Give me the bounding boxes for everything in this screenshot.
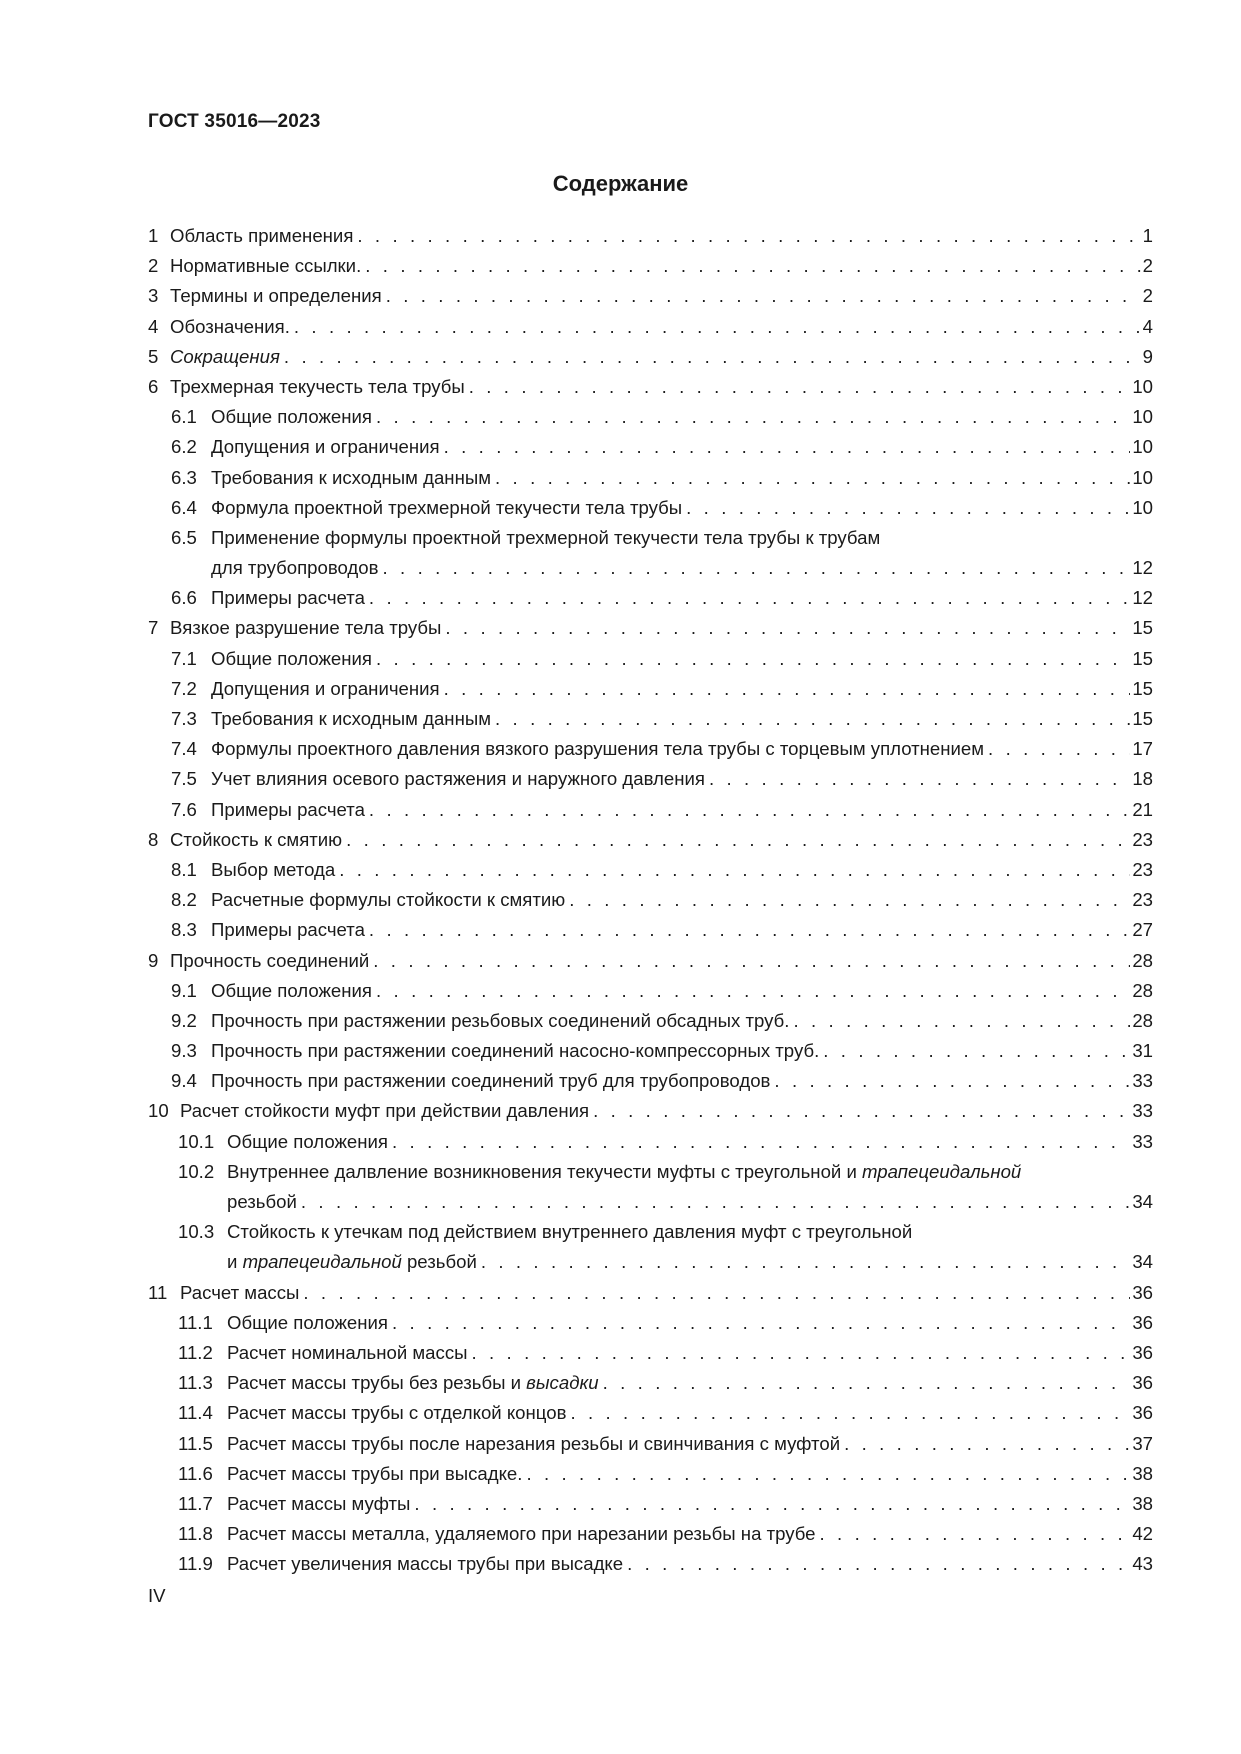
dot-leader	[369, 915, 1130, 945]
toc-entry[interactable]	[148, 432, 1153, 462]
toc-entry[interactable]	[148, 764, 1153, 794]
toc-entry-title	[211, 523, 880, 553]
toc-entry-title-continuation	[227, 1247, 477, 1277]
toc-entry-text-part: Расчетные формулы стойкости к смятию	[211, 889, 566, 911]
dot-leader	[709, 764, 1130, 794]
toc-entry-text-part: Применение формулы проектной трехмерной текучести тела трубы к трубам	[211, 526, 881, 548]
toc-entry-title	[170, 372, 465, 402]
dot-leader	[526, 1459, 1130, 1489]
toc-entry[interactable]	[148, 1459, 1153, 1489]
toc-entry-number: 2	[148, 255, 159, 277]
toc-entry-page: 1	[1142, 225, 1153, 246]
toc-entry-page: 28	[1132, 1009, 1153, 1031]
dot-leader	[365, 251, 1140, 281]
toc-entry-number: 11.3	[178, 1372, 213, 1394]
toc-entry[interactable]	[148, 1036, 1153, 1066]
toc-entry-page: 34	[1132, 1191, 1153, 1212]
toc-entry-number: 6.5	[171, 526, 197, 548]
toc-entry[interactable]	[148, 1157, 1153, 1187]
toc-entry-title	[211, 674, 440, 704]
toc-entry-text-part: резьбой	[227, 1191, 297, 1212]
toc-entry-page: 33	[1132, 1070, 1153, 1092]
toc-entry-page: 38	[1132, 1462, 1153, 1484]
toc-entry[interactable]	[148, 674, 1153, 704]
toc-entry-title	[227, 1127, 388, 1157]
toc-entry-title	[211, 764, 705, 794]
toc-entry-title	[211, 463, 491, 493]
toc-entry-page: 33	[1132, 1100, 1153, 1122]
toc-entry-number: 9.2	[171, 1009, 197, 1031]
toc-entry-number: 9.4	[171, 1070, 197, 1092]
toc-entry-number: 11.7	[178, 1492, 213, 1514]
dot-leader	[284, 342, 1141, 372]
toc-entry[interactable]	[148, 915, 1153, 945]
dot-leader	[414, 1489, 1130, 1519]
toc-entry-page: 10	[1132, 466, 1153, 488]
toc-entry-title	[211, 704, 491, 734]
toc-entry[interactable]	[148, 312, 1153, 342]
toc-entry[interactable]	[148, 402, 1153, 432]
toc-entry-text-part: Требования к исходным данным	[211, 708, 491, 729]
toc-entry-page: 28	[1132, 949, 1153, 971]
toc-entry-number: 8.1	[171, 858, 197, 880]
toc-entry[interactable]	[148, 251, 1153, 281]
toc-entry-number: 11	[148, 1281, 168, 1303]
toc-entry-text-part: и	[227, 1251, 243, 1273]
toc-entry-page: 17	[1132, 738, 1153, 760]
toc-entry-number: 10.1	[178, 1130, 215, 1152]
toc-entry-text-part: Формулы проектного давления вязкого разрушения тела трубы с торцевым уплотнением	[211, 738, 985, 760]
toc-entry-title	[180, 1278, 299, 1308]
toc-entry-title	[211, 644, 372, 674]
toc-entry-text-part: Прочность при растяжении соединений труб для трубопроводов	[211, 1070, 771, 1092]
toc-entry-number: 9.1	[171, 979, 197, 1001]
toc-entry-number: 9	[148, 949, 159, 971]
toc-entry-text-part: Расчет массы муфты	[227, 1492, 411, 1514]
dot-leader	[593, 1096, 1130, 1126]
toc-entry-number: 11.1	[178, 1311, 213, 1333]
toc-entry-title	[170, 221, 353, 251]
toc-entry-number: 8	[148, 828, 159, 850]
toc-entry-number: 6.6	[171, 587, 197, 609]
toc-entry-text-part: Допущения и ограничения	[211, 436, 440, 458]
toc-entry-title	[211, 885, 565, 915]
toc-entry-page: 12	[1132, 587, 1153, 609]
toc-entry-page: 36	[1132, 1402, 1153, 1424]
toc-entry-page: 23	[1132, 889, 1153, 911]
dot-leader	[471, 1338, 1130, 1368]
dot-leader	[445, 613, 1130, 643]
toc-entry-number: 7.4	[171, 738, 197, 760]
toc-entry-text-part: Прочность при растяжении соединений насосно-компрессорных труб.	[211, 1040, 820, 1062]
toc-entry-text-part: Формула проектной трехмерной текучести тела трубы	[211, 496, 683, 518]
toc-entry-text-part: Стойкость к утечкам под действием внутреннего давления муфт с треугольной	[227, 1221, 913, 1243]
toc-entry-title	[211, 402, 372, 432]
toc-entry[interactable]	[148, 1429, 1153, 1459]
toc-entry-title	[227, 1217, 912, 1247]
toc-entry[interactable]	[148, 372, 1153, 402]
toc-entry-page: 38	[1132, 1492, 1153, 1514]
toc-entry-page: 27	[1132, 919, 1153, 941]
toc-entry-page: 10	[1132, 375, 1153, 397]
toc-entry-title	[170, 251, 361, 281]
toc-entry-text-part: Общие положения	[211, 979, 372, 1001]
toc-entry[interactable]	[148, 1066, 1153, 1096]
toc-entry[interactable]	[148, 946, 1153, 976]
toc-entry-page: 9	[1142, 345, 1153, 367]
toc-entry-page: 34	[1132, 1251, 1153, 1273]
toc-entry-page: 15	[1132, 677, 1153, 699]
toc-entry-number: 6.4	[171, 496, 197, 518]
dot-leader	[569, 885, 1130, 915]
toc-entry-text-part: Прочность соединений	[170, 949, 370, 971]
toc-entry-title	[227, 1308, 388, 1338]
toc-entry-page: 31	[1132, 1040, 1153, 1062]
toc-entry-page: 28	[1132, 979, 1153, 1001]
toc-entry-text-part: Расчет массы металла, удаляемого при нарезании резьбы на трубе	[227, 1523, 816, 1545]
dot-leader	[376, 644, 1130, 674]
toc-entry-page: 15	[1132, 617, 1153, 639]
toc-entry-number: 8.2	[171, 889, 197, 911]
dot-leader	[357, 221, 1140, 251]
toc-entry-number: 7.3	[171, 708, 197, 729]
toc-entry[interactable]	[148, 644, 1153, 674]
dot-leader	[444, 432, 1131, 462]
toc-entry-title	[211, 583, 365, 613]
toc-entry-page: 43	[1132, 1553, 1153, 1575]
toc-entry-page: 10	[1132, 406, 1153, 428]
toc-entry-text-part: Трехмерная текучесть тела трубы	[170, 375, 465, 397]
toc-entry-number: 11.4	[178, 1402, 213, 1424]
dot-leader	[627, 1549, 1130, 1579]
toc-entry-number: 9.3	[171, 1040, 197, 1062]
toc-entry-title	[227, 1398, 566, 1428]
toc-entry-text-part: Стойкость к смятию	[170, 828, 343, 850]
toc-entry-title	[211, 855, 335, 885]
dot-leader	[392, 1308, 1130, 1338]
document-code-header: ГОСТ 35016—2023	[148, 111, 321, 132]
toc-entry[interactable]	[148, 1338, 1153, 1368]
toc-entry-text-part: высадки	[526, 1372, 599, 1394]
toc-entry-text-part: Нормативные ссылки.	[170, 255, 362, 277]
toc-entry[interactable]	[148, 1489, 1153, 1519]
dot-leader	[346, 825, 1130, 855]
dot-leader	[844, 1429, 1130, 1459]
toc-entry-number: 6.2	[171, 436, 197, 458]
toc-entry-title	[227, 1489, 410, 1519]
toc-entry-page: 23	[1132, 858, 1153, 880]
toc-entry-text-part: трапецеидальной	[242, 1251, 402, 1273]
toc-entry-text-part: Допущения и ограничения	[211, 677, 440, 699]
toc-entry-number: 6	[148, 375, 159, 397]
toc-entry-page: 15	[1132, 708, 1153, 729]
toc-entry[interactable]	[148, 1398, 1153, 1428]
dot-leader	[301, 1187, 1130, 1217]
toc-entry-number: 11.6	[178, 1462, 213, 1484]
toc-entry-page: 36	[1132, 1341, 1153, 1363]
toc-entry-number: 1	[148, 225, 159, 246]
toc-entry-page: 33	[1132, 1130, 1153, 1152]
toc-entry-title	[170, 946, 369, 976]
toc-entry-number: 4	[148, 315, 159, 337]
toc-entry-page: 37	[1132, 1432, 1153, 1454]
toc-entry-text-part: Общие положения	[211, 406, 372, 428]
dot-leader	[392, 1127, 1130, 1157]
toc-entry-title	[227, 1459, 522, 1489]
toc-entry-page: 2	[1142, 285, 1153, 307]
toc-entry-title	[227, 1429, 840, 1459]
toc-entry-text-part: Расчет стойкости муфт при действии давления	[180, 1100, 590, 1122]
toc-entry-text-part: Термины и определения	[170, 285, 382, 307]
toc-entry-number: 7.5	[171, 768, 197, 790]
toc-entry-title	[211, 915, 365, 945]
toc-entry[interactable]	[148, 1308, 1153, 1338]
toc-entry-text-part: Прочность при растяжении резьбовых соединений обсадных труб.	[211, 1009, 790, 1031]
toc-entry-number: 10.3	[178, 1221, 215, 1243]
toc-entry-page: 42	[1132, 1523, 1153, 1545]
toc-entry[interactable]	[148, 734, 1153, 764]
toc-entry[interactable]	[148, 1217, 1153, 1247]
toc-entry-title	[211, 493, 682, 523]
toc-entry[interactable]	[148, 825, 1153, 855]
dot-leader	[686, 493, 1130, 523]
toc-entry-title	[170, 825, 342, 855]
dot-leader	[988, 734, 1130, 764]
toc-entry-title	[211, 976, 372, 1006]
dot-leader	[820, 1519, 1131, 1549]
toc-entry[interactable]	[148, 1006, 1153, 1036]
toc-entry-page: 15	[1132, 647, 1153, 669]
toc-entry-text-part: Выбор метода	[211, 858, 336, 880]
toc-entry-title	[170, 342, 280, 372]
toc-entry-text-part: Область применения	[170, 225, 354, 246]
toc-entry-text-part: Примеры расчета	[211, 919, 365, 941]
toc-entry-continuation[interactable]	[148, 553, 1153, 583]
dot-leader	[823, 1036, 1130, 1066]
toc-entry-page: 4	[1142, 315, 1153, 337]
toc-entry-page: 2	[1142, 255, 1153, 277]
dot-leader	[369, 795, 1130, 825]
dot-leader	[774, 1066, 1130, 1096]
toc-entry-number: 6.1	[171, 406, 197, 428]
dot-leader	[495, 463, 1130, 493]
toc-entry-title	[211, 1066, 770, 1096]
toc-entry[interactable]	[148, 583, 1153, 613]
toc-entry-page: 36	[1132, 1372, 1153, 1394]
toc-entry-text-part: Общие положения	[227, 1130, 388, 1152]
dot-leader	[294, 312, 1141, 342]
toc-entry-page: 18	[1132, 768, 1153, 790]
toc-entry-page: 36	[1132, 1311, 1153, 1333]
dot-leader	[570, 1398, 1130, 1428]
toc-entry-number: 7.1	[171, 647, 197, 669]
toc-entry-text-part: для трубопроводов	[211, 557, 379, 579]
toc-entry-page: 23	[1132, 828, 1153, 850]
toc-entry[interactable]	[148, 221, 1153, 251]
toc-entry-number: 3	[148, 285, 159, 307]
toc-entry[interactable]	[148, 281, 1153, 311]
toc-entry-text-part: Расчет массы	[180, 1281, 300, 1303]
toc-entry-page: 21	[1132, 798, 1153, 820]
dot-leader	[369, 583, 1130, 613]
toc-entry[interactable]	[148, 795, 1153, 825]
dot-leader	[386, 281, 1141, 311]
toc-entry[interactable]	[148, 342, 1153, 372]
toc-entry-text-part: Примеры расчета	[211, 798, 365, 820]
toc-entry[interactable]	[148, 1096, 1153, 1126]
dot-leader	[376, 402, 1130, 432]
dot-leader	[481, 1247, 1130, 1277]
toc-entry-text-part: резьбой	[401, 1251, 477, 1273]
toc-entry[interactable]	[148, 523, 1153, 553]
toc-entry-title	[227, 1549, 623, 1579]
toc-entry-title	[211, 1036, 819, 1066]
toc-entry-title-continuation	[211, 553, 379, 583]
toc-entry-title	[211, 795, 365, 825]
toc-entry-page: 10	[1132, 496, 1153, 518]
toc-entry-continuation[interactable]	[148, 1247, 1153, 1277]
toc-entry-title	[227, 1157, 1021, 1187]
toc-entry-text-part: Вязкое разрушение тела трубы	[170, 617, 442, 639]
dot-leader	[603, 1368, 1131, 1398]
dot-leader	[469, 372, 1131, 402]
toc-entry-title	[227, 1519, 816, 1549]
toc-entry-text-part: Требования к исходным данным	[211, 466, 491, 488]
toc-entry[interactable]	[148, 613, 1153, 643]
toc-entry-text-part: Расчет номинальной массы	[227, 1341, 468, 1363]
toc-entry-title-continuation	[227, 1187, 297, 1217]
toc-entry[interactable]	[148, 885, 1153, 915]
toc-entry-page: 10	[1132, 436, 1153, 458]
toc-entry-number: 5	[148, 345, 159, 367]
toc-entry-number: 11.9	[178, 1553, 213, 1575]
dot-leader	[303, 1278, 1130, 1308]
toc-entry-text-part: Внутреннее далвление возникновения текучести муфты с треугольной и	[227, 1160, 863, 1182]
toc-entry[interactable]	[148, 463, 1153, 493]
toc-entry-text-part: Расчет увеличения массы трубы при высадке	[227, 1553, 624, 1575]
toc-entry-page: 12	[1132, 557, 1153, 579]
toc-entry-text-part: Обозначения.	[170, 315, 290, 337]
toc-entry[interactable]	[148, 855, 1153, 885]
toc-entry-text-part: Общие положения	[211, 647, 372, 669]
toc-entry-text-part: Примеры расчета	[211, 587, 365, 609]
toc-entry-continuation[interactable]	[148, 1187, 1153, 1217]
toc-entry-text-part: Общие положения	[227, 1311, 388, 1333]
toc-entry-title	[170, 312, 290, 342]
toc-entry-number: 10	[148, 1100, 169, 1122]
table-of-contents	[148, 221, 1153, 1579]
toc-entry[interactable]	[148, 704, 1153, 734]
dot-leader	[793, 1006, 1130, 1036]
dot-leader	[495, 704, 1130, 734]
toc-entry-text-part: Расчет массы трубы при высадке.	[227, 1462, 523, 1484]
toc-entry-title	[211, 734, 984, 764]
toc-entry-number: 8.3	[171, 919, 197, 941]
dot-leader	[444, 674, 1131, 704]
toc-entry-title	[170, 281, 382, 311]
toc-entry-text-part: Расчет массы трубы с отделкой концов	[227, 1402, 567, 1424]
toc-entry[interactable]	[148, 1519, 1153, 1549]
toc-entry-text-part: Сокращения	[170, 345, 280, 367]
toc-entry-number: 7	[148, 617, 159, 639]
toc-entry-title	[227, 1338, 467, 1368]
toc-entry-number: 7.6	[171, 798, 197, 820]
dot-leader	[339, 855, 1130, 885]
toc-entry[interactable]	[148, 1278, 1153, 1308]
toc-entry-text-part: Расчет массы трубы после нарезания резьбы и свинчивания с муфтой	[227, 1432, 841, 1454]
dot-leader	[383, 553, 1131, 583]
toc-entry-title	[180, 1096, 589, 1126]
toc-title: Содержание	[552, 171, 689, 196]
toc-entry-title	[211, 432, 440, 462]
toc-entry-number: 11.5	[178, 1432, 213, 1454]
toc-entry[interactable]	[148, 1368, 1153, 1398]
toc-entry[interactable]	[148, 1549, 1153, 1579]
toc-entry-text-part: трапецеидальной	[862, 1160, 1022, 1182]
toc-entry-text-part: Учет влияния осевого растяжения и наружного давления	[211, 768, 705, 790]
page-number: IV	[148, 1585, 166, 1606]
toc-entry-number: 11.8	[178, 1523, 213, 1545]
toc-entry-title	[170, 613, 441, 643]
toc-entry-page: 36	[1132, 1281, 1153, 1303]
dot-leader	[373, 946, 1130, 976]
toc-entry-title	[227, 1368, 599, 1398]
toc-entry-text-part: Расчет массы трубы без резьбы и	[227, 1372, 527, 1394]
toc-entry-number: 10.2	[178, 1160, 215, 1182]
toc-entry-number: 6.3	[171, 466, 197, 488]
toc-entry-title	[211, 1006, 789, 1036]
dot-leader	[376, 976, 1130, 1006]
toc-entry-number: 11.2	[178, 1341, 213, 1363]
toc-entry-number: 7.2	[171, 677, 197, 699]
toc-entry[interactable]	[148, 1127, 1153, 1157]
toc-entry[interactable]	[148, 493, 1153, 523]
toc-entry[interactable]	[148, 976, 1153, 1006]
